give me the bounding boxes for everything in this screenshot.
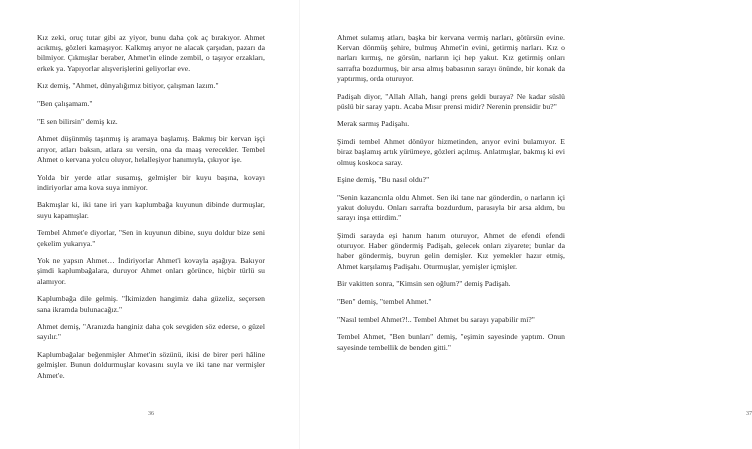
- paragraph: Ahmet sulamış atları, başka bir kervana vermiş narları, götürsün evine. Kervan dönmüş şehire, bulmuş Ahmet'in evini, getirmiş narları. Kız o narları kırmış, ne görsün, narların içi hep yakut. Kız getirmiş onları sarrafta bozdurmuş, bir arsa almış babasının sarayı önünde, bir konak da yaptırmış, orda oturuyor.: [337, 33, 565, 83]
- paragraph: Kız demiş, "Ahmet, dünyalığımız bitiyor, çalışman lazım.": [37, 81, 219, 91]
- paragraph: Kaplumbağalar beğenmişler Ahmet'in sözünü, ikisi de birer peri hâline gelmişler. Bunun doldurmuşlar kovasını suyla ve iki tane nar vermişler Ahmet'e.: [37, 350, 265, 380]
- paragraph: Bakmışlar ki, iki tane iri yarı kaplumbağa kuyunun dibinde durmuşlar, suyu kapamışlar.: [37, 200, 265, 220]
- paragraph: "Senin kazancınla oldu Ahmet. Sen iki tane nar gönderdin, o narların içi yakut doluydu. Onları sarrafta bozdurdum, parasıyla bir arsa aldım, bu sarayı inşa ettirdim.": [337, 192, 565, 223]
- paragraph: Padişah diyor, "Allah Allah, hangi prens geldi buraya? Ne kadar süslü püslü bir saray yaptı. Acaba Mısır prensi midir? Nerenin prensidir bu?": [337, 91, 565, 111]
- paragraph: Eşine demiş, "Bu nasıl oldu?": [337, 175, 430, 185]
- paragraph: "Nasıl tembel Ahmet?!.. Tembel Ahmet bu sarayı yapabilir mi?": [337, 314, 535, 324]
- paragraph: Kaplumbağa dile gelmiş. "İkimizden hangimiz daha güzeliz, seçersen sana ikramda bulunacağız.": [37, 294, 265, 314]
- paragraph: Yok ne yapsın Ahmet… İndiriyorlar Ahmet'i kovayla aşağıya. Bakıyor şimdi kaplumbağalara, duruyor Ahmet onları görünce, hiçbir türlü su alamıyor.: [37, 256, 265, 286]
- page-number: 36: [148, 411, 154, 417]
- right-page-text: [337, 33, 565, 360]
- paragraph: "Ben çalışamam.": [37, 99, 93, 109]
- paragraph: Bir vakitten sonra, "Kimsin sen oğlum?" demiş Padişah.: [337, 279, 511, 289]
- paragraph: Yolda bir yerde atlar susamış, gelmişler bir kuyu başına, kovayı indiriyorlar ama kova suya inmiyor.: [37, 172, 265, 192]
- left-page: [0, 0, 300, 449]
- paragraph: Ahmet düşünmüş taşınmış iş aramaya başlamış. Bakmış bir kervan işçi arıyor, atları baksın, atlara su versin, ona da maaş verecekler. Tembel Ahmet o kervana yolcu oluyor, helalleşiyor hanımıyla, çıkıyor işe.: [37, 134, 265, 164]
- page-number: 37: [746, 411, 752, 417]
- paragraph: Şimdi tembel Ahmet dönüyor hizmetinden, arıyor evini bulamıyor. E biraz başlamış artık yürümeye, gözleri açılmış. Anlatmışlar, bakmış ki evi olmuş koskoca saray.: [337, 137, 565, 167]
- paragraph: Merak sarmış Padişahı.: [337, 119, 410, 129]
- paragraph: Ahmet demiş, "Aranızda hanginiz daha çok sevgiden söz ederse, o güzel sayılır.": [37, 322, 265, 342]
- paragraph: Tembel Ahmet, "Ben bunları" demiş, "eşimin sayesinde yaptım. Onun sayesinde tembellik de benden gitti.": [337, 332, 565, 352]
- right-page: [300, 0, 752, 449]
- paragraph: "Ben" demiş, "tembel Ahmet.": [337, 297, 432, 307]
- paragraph: Kız zeki, oruç tutar gibi az yiyor, bunu daha çok aç bırakıyor. Ahmet acıkmış, gözleri kamaşıyor. Kalkmış arıyor ne alacak çarşıdan, pazarı da bilmiyor. Çıkmışlar beraber, Ahmet'in elinde zembil, o taşıyor erzakları, erkek ya. Yapıyorlar alışverişlerini geliyorlar eve.: [37, 33, 265, 73]
- paragraph: "E sen bilirsin" demiş kız.: [37, 116, 118, 126]
- left-page-text: [37, 33, 265, 388]
- paragraph: Tembel Ahmet'e diyorlar, "Sen in kuyunun dibine, suyu doldur bize seni çekelim yukarıya.": [37, 228, 265, 248]
- paragraph: Şimdi sarayda eşi hanım hanım oturuyor, Ahmet de efendi efendi oturuyor. Haber göndermiş Padişah, gelecek onları ziyarete; bunlar da haber göndermiş, buyrun gelin demişler. Kız yemekler hazır etmiş, Ahmet karşılamış Padişahı. Oturmuşlar, yemişler içmişler.: [337, 231, 565, 271]
